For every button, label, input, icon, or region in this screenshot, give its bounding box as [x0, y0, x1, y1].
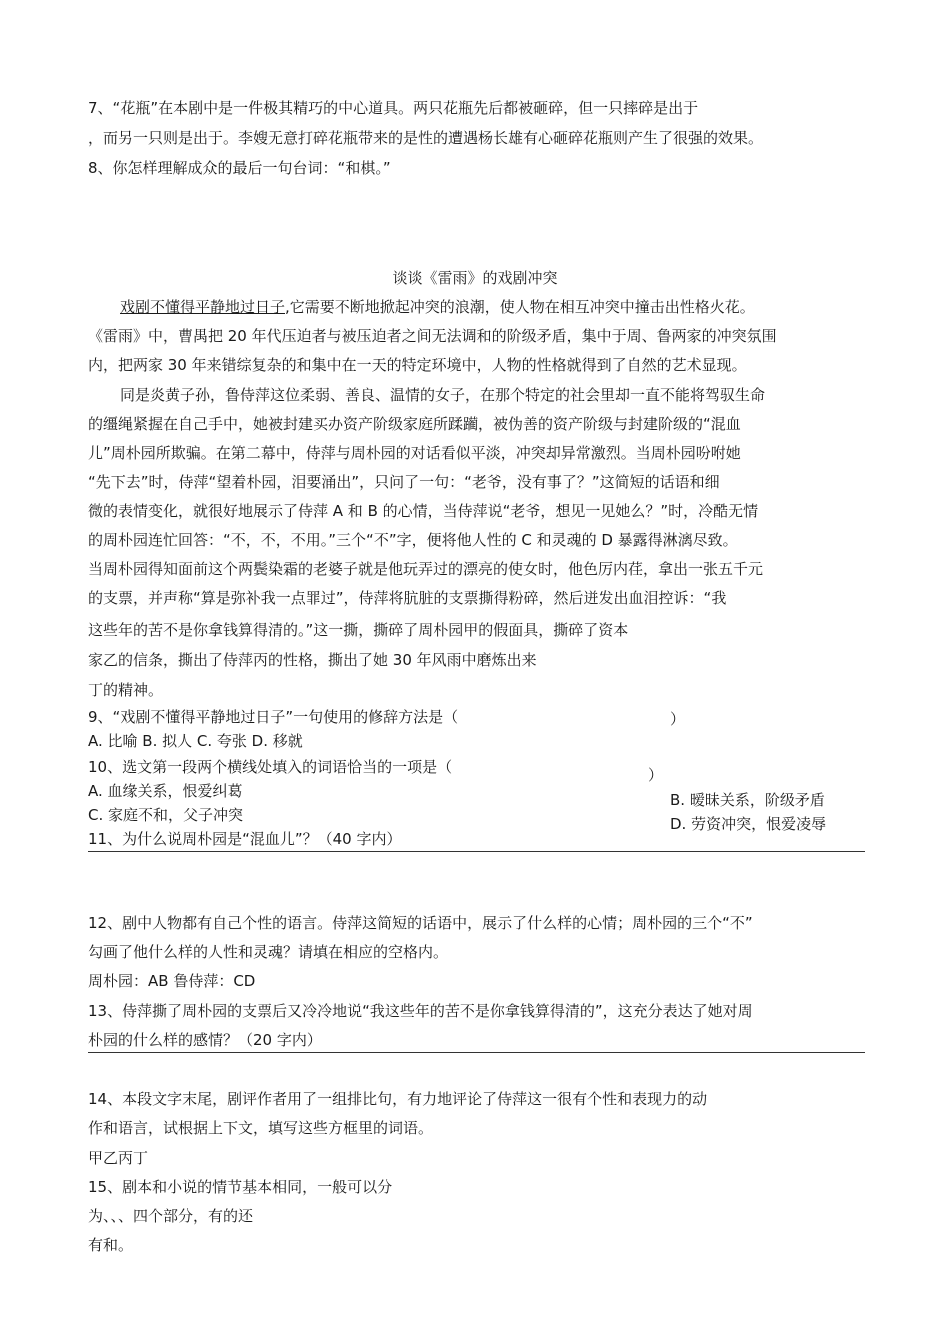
- article-p2-line5: 微的表情变化，就很好地展示了侍萍 A 和 B 的心情，当侍萍说“老爷，想见一见她么？”时，冷酷无情: [88, 502, 759, 520]
- article-p1-line2: 《雷雨》中，曹禺把 20 年代压迫者与被压迫者之间无法调和的阶级矛盾，集中于周、鲁两家的冲突氛围: [88, 327, 777, 345]
- article-p2-line4: “先下去”时，侍萍“望着朴园，泪要涌出”，只问了一句：“老爷，没有事了？”这简短的话语和细: [88, 473, 720, 491]
- article-p2-line7: 当周朴园得知面前这个两鬓染霜的老婆子就是他玩弄过的漂亮的使女时，他色厉内荏，拿出一张五千元: [88, 560, 764, 578]
- q13-answer-line: [88, 1052, 865, 1053]
- q15-line2: 为、、、四个部分，有的还: [88, 1207, 254, 1225]
- q14-blanks: 甲乙丙丁: [88, 1149, 149, 1167]
- q11-answer-line: [88, 851, 865, 852]
- q9-options: A. 比喻 B. 拟人 C. 夸张 D. 移就: [88, 732, 303, 750]
- q10-option-c: C. 家庭不和，父子冲突: [88, 806, 244, 824]
- article-p1-line3: 内，把两家 30 年来错综复杂的和集中在一天的特定环境中，人物的性格就得到了自然的艺术显现。: [88, 356, 747, 374]
- q10-option-a: A. 血缘关系，恨爱纠葛: [88, 782, 243, 800]
- article-p2-line2: 的缰绳紧握在自己手中，她被封建买办资产阶级家庭所蹂躏，被伪善的资产阶级与封建阶级的“混血: [88, 415, 741, 433]
- q12-answer-labels: 周朴园：AB 鲁侍萍：CD: [88, 972, 256, 990]
- article-p2-line9: 这些年的苦不是你拿钱算得清的。”这一撕，撕碎了周朴园甲的假面具，撕碎了资本: [88, 621, 629, 639]
- q14-line2: 作和语言，试根据上下文，填写这些方框里的词语。: [88, 1119, 434, 1137]
- q7-line1: 7、“花瓶”在本剧中是一件极其精巧的中心道具。两只花瓶先后都被砸碎，但一只摔碎是出于: [88, 99, 699, 117]
- q10-close-paren: ）: [648, 766, 664, 784]
- q13-line2: 朴园的什么样的感情？（20 字内）: [88, 1031, 322, 1049]
- q7-line2: ，而另一只则是出于。李嫂无意打碎花瓶带来的是性的遭遇杨长雄有心砸碎花瓶则产生了很强的效果。: [88, 129, 764, 147]
- article-p2-line8: 的支票，并声称“算是弥补我一点罪过”，侍萍将肮脏的支票撕得粉碎，然后迸发出血泪控诉：“我: [88, 589, 727, 607]
- article-p2-line10: 家乙的信条，撕出了侍萍丙的性格，撕出了她 30 年风雨中磨炼出来: [88, 651, 537, 669]
- q15-line1: 15、剧本和小说的情节基本相同，一般可以分: [88, 1178, 393, 1196]
- article-p2-line3: 儿”周朴园所欺骗。在第二幕中，侍萍与周朴园的对话看似平淡，冲突却异常激烈。当周朴园吩咐她: [88, 444, 741, 462]
- article-p2-line6: 的周朴园连忙回答：“不，不，不用。”三个“不”字，便将他人性的 C 和灵魂的 D 暴露得淋漓尽致。: [88, 531, 738, 549]
- article-p2-line1: 同是炎黄子孙，鲁侍萍这位柔弱、善良、温情的女子，在那个特定的社会里却一直不能将驾驭生命: [120, 386, 766, 404]
- q8-question: 8、你怎样理解成众的最后一句台词：“和棋。”: [88, 159, 391, 177]
- q12-line1: 12、剧中人物都有自己个性的语言。侍萍这简短的话语中，展示了什么样的心情；周朴园的三个“不”: [88, 914, 753, 932]
- q10-stem: 10、选文第一段两个横线处填入的词语恰当的一项是（: [88, 758, 453, 776]
- q15-line3: 有和。: [88, 1236, 134, 1254]
- q10-option-b: B. 暧昧关系，阶级矛盾: [670, 791, 825, 809]
- article-title: 谈谈《雷雨》的戏剧冲突: [392, 269, 558, 287]
- q9-stem: 9、“戏剧不懂得平静地过日子”一句使用的修辞方法是（: [88, 708, 459, 726]
- q14-line1: 14、本段文字末尾，剧评作者用了一组排比句，有力地评论了侍萍这一很有个性和表现力的动: [88, 1090, 708, 1108]
- article-p1-line1: [120, 297, 755, 317]
- article-p1-underlined-phrase: 戏剧不懂得平静地过日子: [120, 298, 286, 316]
- article-p2-line11: 丁的精神。: [88, 681, 164, 699]
- q12-line2: 勾画了他什么样的人性和灵魂？请填在相应的空格内。: [88, 943, 449, 961]
- q11-question: 11、为什么说周朴园是“混血儿”？（40 字内）: [88, 830, 402, 848]
- q9-close-paren: ）: [670, 710, 686, 728]
- q10-option-d: D. 劳资冲突，恨爱凌辱: [670, 815, 827, 833]
- article-p1-rest: ,它需要不断地掀起冲突的浪潮，使人物在相互冲突中撞击出性格火花。: [285, 298, 755, 316]
- q13-line1: 13、侍萍撕了周朴园的支票后又冷冷地说“我这些年的苦不是你拿钱算得清的”，这充分表达了她对周: [88, 1002, 753, 1020]
